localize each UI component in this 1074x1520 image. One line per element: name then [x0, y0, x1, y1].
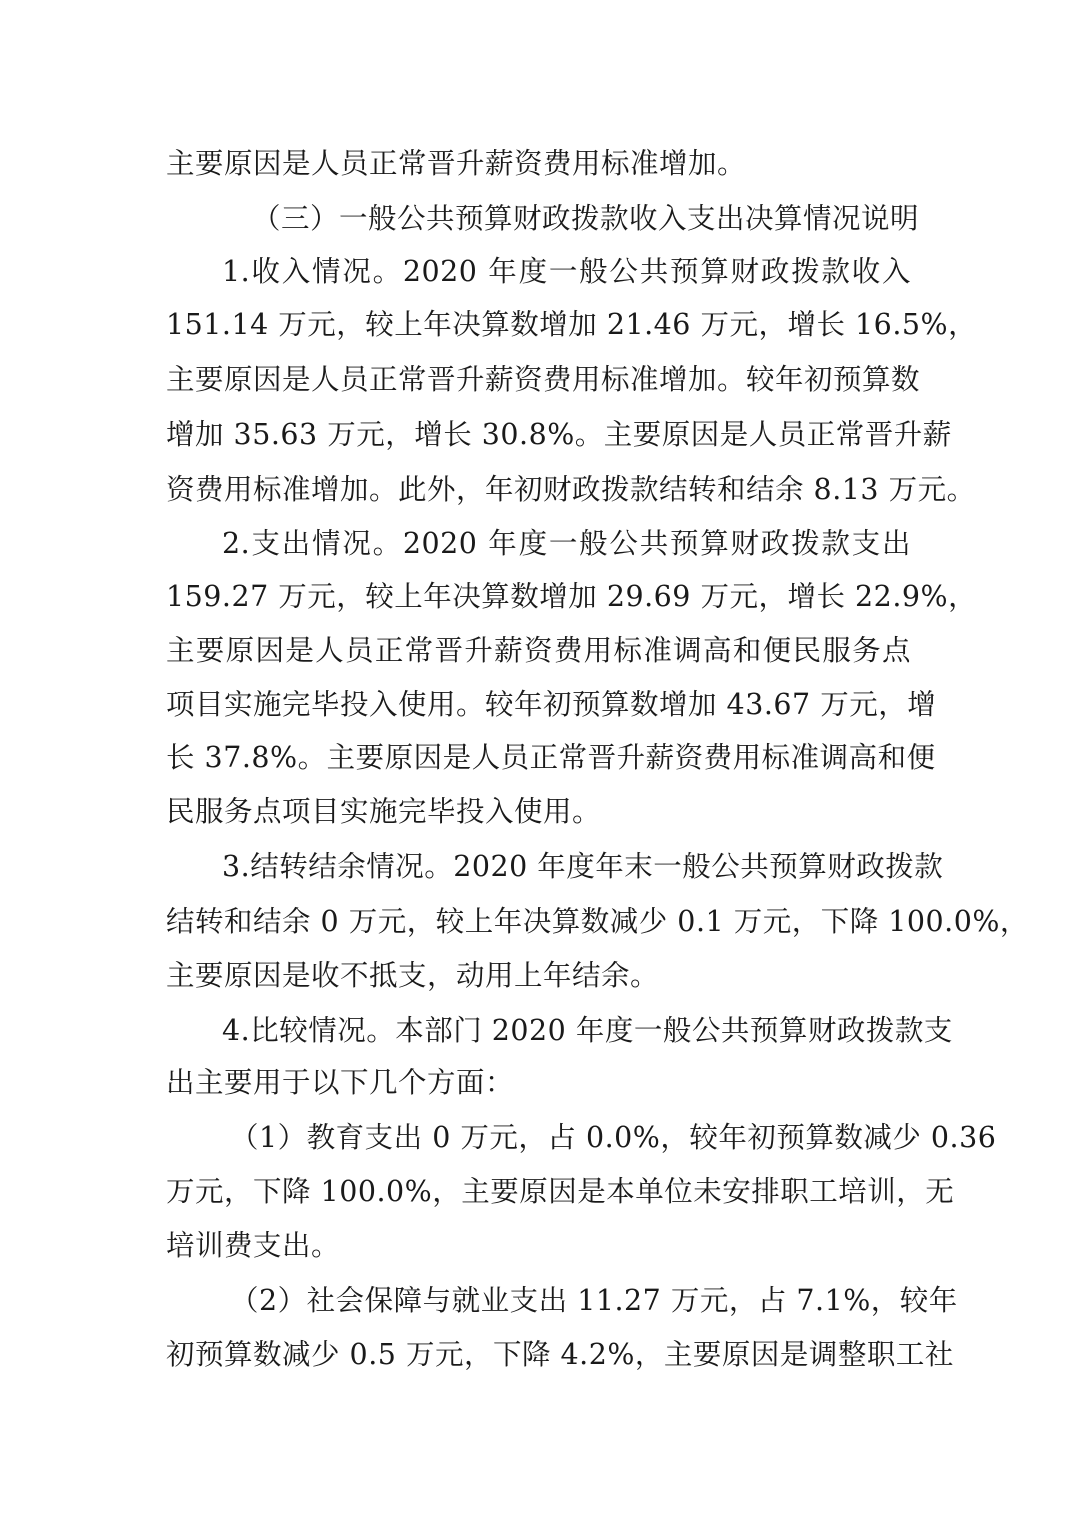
text-line: （1）教育支出 0 万元，占 0.0%，较年初预算数减少 0.36: [230, 1121, 997, 1154]
text-line: 2.支出情况。2020 年度一般公共预算财政拨款支出: [222, 527, 911, 560]
text-line: 主要原因是人员正常晋升薪资费用标准增加。较年初预算数: [166, 363, 921, 396]
text-line: 4.比较情况。本部门 2020 年度一般公共预算财政拨款支: [222, 1014, 953, 1047]
text-line: 主要原因是人员正常晋升薪资费用标准增加。: [166, 147, 747, 180]
text-line: 1.收入情况。2020 年度一般公共预算财政拨款收入: [222, 255, 911, 288]
section-heading: （三）一般公共预算财政拨款收入支出决算情况说明: [252, 202, 920, 235]
text-line: 民服务点项目实施完毕投入使用。: [166, 795, 602, 828]
text-line: 初预算数减少 0.5 万元，下降 4.2%，主要原因是调整职工社: [166, 1338, 954, 1371]
text-line: 培训费支出。: [166, 1229, 341, 1262]
text-line: 长 37.8%。主要原因是人员正常晋升薪资费用标准调高和便: [166, 741, 936, 774]
text-line: 151.14 万元，较上年决算数增加 21.46 万元，增长 16.5%，: [166, 308, 978, 341]
text-line: 项目实施完毕投入使用。较年初预算数增加 43.67 万元，增: [166, 688, 937, 721]
text-line: 万元，下降 100.0%，主要原因是本单位未安排职工培训，无: [166, 1175, 955, 1208]
text-line: 3.结转结余情况。2020 年度年末一般公共预算财政拨款: [222, 850, 944, 883]
text-line: 出主要用于以下几个方面：: [166, 1066, 515, 1099]
text-line: 增加 35.63 万元，增长 30.8%。主要原因是人员正常晋升薪: [166, 418, 952, 451]
text-line: 结转和结余 0 万元，较上年决算数减少 0.1 万元，下降 100.0%，: [166, 905, 1029, 938]
text-line: 159.27 万元，较上年决算数增加 29.69 万元，增长 22.9%，: [166, 580, 978, 613]
text-line: 资费用标准增加。此外，年初财政拨款结转和结余 8.13 万元。: [166, 473, 976, 506]
text-line: （2）社会保障与就业支出 11.27 万元，占 7.1%，较年: [230, 1284, 958, 1317]
text-line: 主要原因是收不抵支，动用上年结余。: [166, 959, 660, 992]
text-line: 主要原因是人员正常晋升薪资费用标准调高和便民服务点: [166, 634, 911, 667]
